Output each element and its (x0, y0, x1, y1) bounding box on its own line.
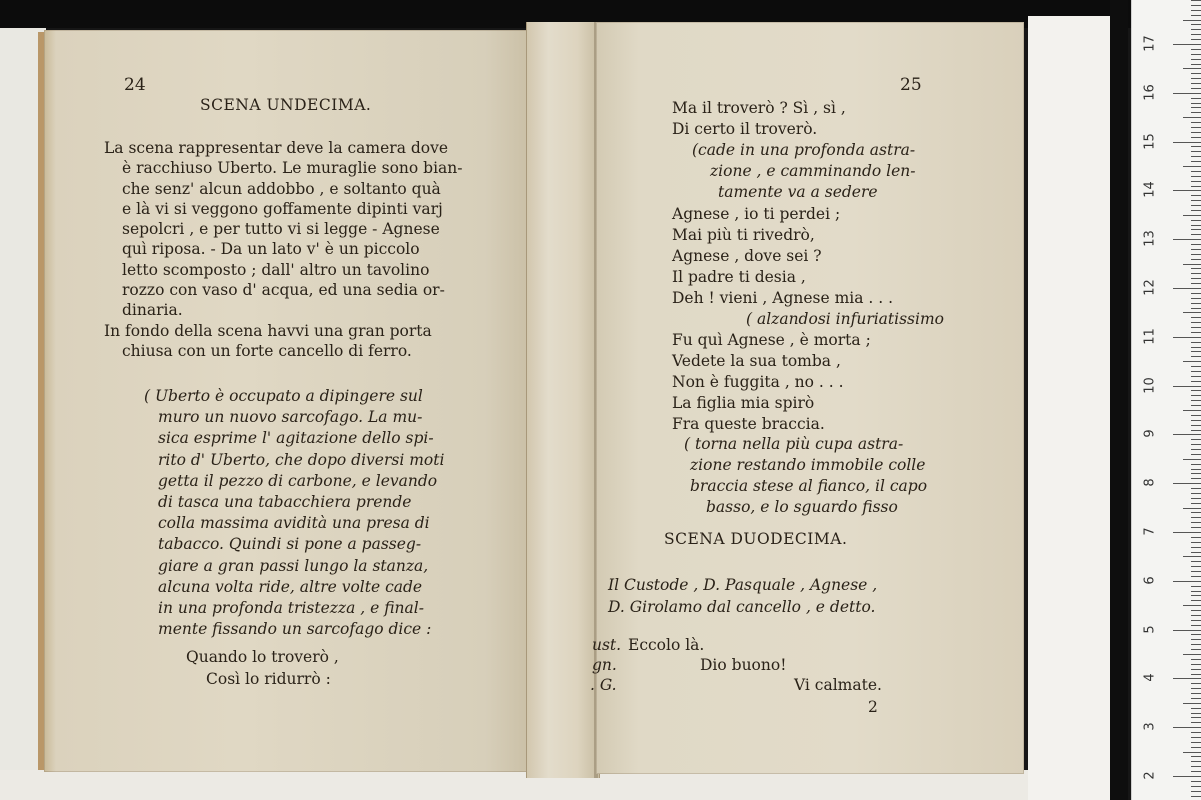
ruler-tick (1191, 34, 1201, 35)
ruler-tick (1191, 83, 1201, 84)
verse-block-b (672, 204, 893, 309)
ruler-tick (1183, 215, 1201, 216)
ruler-tick (1191, 146, 1201, 147)
ruler-tick (1191, 634, 1201, 635)
ruler-tick (1173, 93, 1201, 94)
direction-block-b: ( alzandosi infuriatissimo (746, 310, 945, 328)
ruler-tick (1191, 107, 1201, 108)
direction-line: ( Uberto è occupato a dipingere sul (144, 387, 423, 405)
ruler-tick (1191, 356, 1201, 357)
ruler-number: 4 (1142, 673, 1158, 683)
ruler-tick (1191, 576, 1201, 577)
ruler-tick (1173, 142, 1201, 143)
ruler-tick (1191, 683, 1201, 684)
right-page-number: 25 (900, 75, 922, 95)
ruler-tick (1191, 39, 1201, 40)
direction-line: ( torna nella più cupa astra- (684, 435, 904, 453)
ruler-tick (1183, 117, 1201, 118)
ruler-tick (1191, 0, 1201, 1)
signature-mark: 2 (868, 698, 878, 716)
ruler-tick (1173, 483, 1201, 484)
ruler-tick (1191, 586, 1201, 587)
ruler-tick (1191, 327, 1201, 328)
right-page-heading: SCENA DUODECIMA. (664, 530, 848, 548)
ruler-tick (1191, 54, 1201, 55)
ruler-number: 16 (1142, 84, 1158, 101)
ruler-tick (1191, 722, 1201, 723)
ruler-tick (1191, 210, 1201, 211)
ruler-tick (1191, 737, 1201, 738)
ruler-tick (1191, 308, 1201, 309)
direction-line: getta il pezzo di carbone, e levando (158, 471, 438, 490)
ruler-tick (1191, 98, 1201, 99)
ruler-tick (1191, 24, 1201, 25)
description-line: chiusa con un forte cancello di ferro. (122, 341, 412, 360)
description-line: dinaria. (122, 301, 183, 320)
ruler-tick (1191, 664, 1201, 665)
dialogue-line: Vi calmate. (794, 676, 882, 694)
ruler-tick (1191, 122, 1201, 123)
backing-board (1028, 16, 1114, 800)
ruler-tick (1191, 127, 1201, 128)
verse-block-a (672, 98, 846, 140)
ruler-tick (1191, 298, 1201, 299)
ruler-tick (1191, 478, 1201, 479)
ruler-tick (1173, 44, 1201, 45)
verse-line: Fu quì Agnese , è morta ; (672, 331, 871, 349)
ruler-tick (1191, 249, 1201, 250)
direction-line: (cade in una profonda astra- (692, 141, 916, 159)
ruler-tick (1191, 332, 1201, 333)
ruler-tick (1191, 351, 1201, 352)
direction-line: zione , e camminando len- (710, 162, 916, 180)
ruler-tick (1191, 254, 1201, 255)
direction-block-c (684, 434, 927, 518)
ruler-tick (1191, 151, 1201, 152)
verse-line: Di certo il troverò. (672, 120, 818, 138)
ruler-tick (1173, 434, 1201, 435)
ruler-tick (1191, 73, 1201, 74)
ruler-tick (1183, 508, 1201, 509)
ruler-tick (1191, 537, 1201, 538)
ruler-tick (1173, 532, 1201, 533)
ruler-tick (1183, 459, 1201, 460)
ruler-tick (1191, 693, 1201, 694)
verse-line: Vedete la sua tomba , (672, 352, 841, 370)
ruler-tick (1183, 703, 1201, 704)
ruler-tick (1173, 239, 1201, 240)
ruler-tick (1191, 742, 1201, 743)
ruler-tick (1191, 488, 1201, 489)
stage-direction (144, 386, 444, 640)
ruler-tick (1191, 161, 1201, 162)
ruler-tick (1191, 688, 1201, 689)
ruler-number: 9 (1142, 429, 1158, 439)
ruler-tick (1183, 752, 1201, 753)
ruler-tick (1191, 59, 1201, 60)
right-page (590, 22, 1024, 774)
ruler-tick (1173, 190, 1201, 191)
ruler-tick (1191, 561, 1201, 562)
ruler-tick (1191, 649, 1201, 650)
description-line: è racchiuso Uberto. Le muraglie sono bian- (122, 159, 463, 178)
verse-line: La figlia mia spirò (672, 394, 815, 412)
ruler-tick (1191, 186, 1201, 187)
ruler-tick (1191, 342, 1201, 343)
description-line: e là vi si veggono goffamente dipinti varj (122, 199, 443, 218)
ruler-tick (1191, 464, 1201, 465)
ruler-tick (1191, 639, 1201, 640)
ruler-tick (1191, 317, 1201, 318)
ruler-number: 5 (1142, 624, 1158, 634)
ruler-tick (1183, 68, 1201, 69)
ruler-tick (1191, 229, 1201, 230)
direction-line: rito d' Uberto, che dopo diversi moti (158, 450, 445, 469)
ruler-tick (1183, 312, 1201, 313)
dialogue-line: Dio buono! (700, 656, 787, 674)
ruler-tick (1173, 581, 1201, 582)
ruler-tick (1191, 517, 1201, 518)
ruler-tick (1191, 273, 1201, 274)
ruler-tick (1191, 625, 1201, 626)
ruler-tick (1191, 444, 1201, 445)
ruler-tick (1173, 337, 1201, 338)
description-line: letto scomposto ; dall' altro un tavolino (122, 260, 430, 279)
left-verse (186, 646, 339, 690)
ruler-number: 17 (1142, 35, 1158, 52)
verse-block-c (672, 330, 871, 435)
ruler-tick (1191, 708, 1201, 709)
ruler-tick (1191, 547, 1201, 548)
ruler-tick (1191, 503, 1201, 504)
ruler-number: 2 (1142, 771, 1158, 780)
left-page-heading: SCENA UNDECIMA. (200, 96, 372, 114)
ruler-tick (1191, 469, 1201, 470)
ruler-tick (1191, 591, 1201, 592)
ruler-tick (1191, 390, 1201, 391)
direction-block-a (692, 140, 916, 203)
ruler-tick (1191, 156, 1201, 157)
verse-line: Agnese , io ti perdei ; (672, 205, 841, 223)
ruler-tick (1183, 264, 1201, 265)
ruler-tick (1191, 283, 1201, 284)
direction-line: giare a gran passi lungo la stanza, (158, 556, 429, 575)
ruler-tick (1191, 347, 1201, 348)
ruler-tick (1191, 420, 1201, 421)
ruler-tick (1191, 234, 1201, 235)
ruler-number: 8 (1142, 478, 1158, 487)
verse-line: Così lo ridurrò : (206, 670, 331, 688)
ruler-tick (1191, 781, 1201, 782)
ruler-tick (1191, 756, 1201, 757)
description-line: quì riposa. - Da un lato v' è un piccolo (122, 240, 420, 259)
ruler-tick (1191, 220, 1201, 221)
ruler-tick (1191, 171, 1201, 172)
ruler-number: 14 (1142, 181, 1158, 199)
ruler-tick (1191, 137, 1201, 138)
left-page (44, 30, 534, 772)
dark-divider (1110, 0, 1128, 800)
ruler-tick (1183, 20, 1201, 21)
ruler-tick (1191, 64, 1201, 65)
ruler-tick (1191, 268, 1201, 269)
ruler-tick (1191, 761, 1201, 762)
ruler-tick (1183, 605, 1201, 606)
ruler-number: 10 (1142, 376, 1158, 394)
verse-line: Quando lo troverò , (186, 648, 339, 666)
ruler-tick (1191, 512, 1201, 513)
direction-line: alcuna volta ride, altre volte cade (158, 577, 423, 596)
verse-line: Fra queste braccia. (672, 415, 825, 433)
ruler-number: 3 (1142, 722, 1158, 731)
ruler-tick (1191, 473, 1201, 474)
direction-line: zione restando immobile colle (690, 456, 926, 474)
ruler-tick (1191, 395, 1201, 396)
ruler-tick (1191, 415, 1201, 416)
ruler-tick (1191, 244, 1201, 245)
ruler-tick (1191, 659, 1201, 660)
direction-line: in una profonda tristezza , e final- (158, 599, 424, 618)
ruler-tick (1191, 376, 1201, 377)
direction-line: tamente va a sedere (718, 183, 878, 201)
ruler-tick (1183, 410, 1201, 411)
ruler-tick (1183, 654, 1201, 655)
ruler-tick (1191, 225, 1201, 226)
direction-line: sica esprime l' agitazione dello spi- (158, 429, 434, 448)
ruler-tick (1191, 205, 1201, 206)
direction-line: braccia stese al fianco, il capo (690, 477, 928, 495)
ruler-tick (1191, 771, 1201, 772)
character-list (608, 574, 877, 618)
character-line: D. Girolamo dal cancello , e detto. (608, 598, 876, 616)
dialogue-line: Eccolo là. (628, 636, 705, 654)
ruler-tick (1191, 181, 1201, 182)
ruler-tick (1191, 732, 1201, 733)
ruler-tick (1191, 132, 1201, 133)
verse-line: Il padre ti desia , (672, 268, 806, 286)
verse-line: Mai più ti rivedrò, (672, 226, 815, 244)
description-line: La scena rappresentar deve la camera dove (104, 139, 449, 157)
speaker-agnese: gn. (592, 656, 617, 674)
ruler-tick (1191, 610, 1201, 611)
ruler-tick (1191, 796, 1201, 797)
ruler-tick (1191, 620, 1201, 621)
description-line: sepolcri , e per tutto vi si legge - Agnese (122, 220, 440, 239)
ruler-number: 12 (1142, 279, 1158, 296)
ruler-tick (1191, 293, 1201, 294)
ruler-tick (1173, 776, 1201, 777)
ruler-tick (1191, 195, 1201, 196)
ruler-tick (1191, 278, 1201, 279)
ruler-tick (1191, 405, 1201, 406)
direction-line: mente fissando un sarcofago dice : (158, 620, 432, 639)
ruler-tick (1191, 103, 1201, 104)
ruler-tick (1191, 88, 1201, 89)
direction-line: di tasca una tabacchiera prende (158, 493, 412, 512)
ruler-tick (1173, 678, 1201, 679)
direction-line: muro un nuovo sarcofago. La mu- (158, 408, 423, 427)
verse-line: Ma il troverò ? Sì , sì , (672, 99, 846, 117)
character-line: Il Custode , D. Pasquale , Agnese , (608, 576, 878, 594)
ruler-tick (1191, 371, 1201, 372)
description-line: rozzo con vaso d' acqua, ed una sedia or- (122, 281, 445, 300)
verse-line: Deh ! vieni , Agnese mia . . . (672, 289, 894, 307)
ruler-tick (1191, 674, 1201, 675)
ruler-tick (1191, 49, 1201, 50)
ruler-tick (1191, 669, 1201, 670)
direction-line: basso, e lo sguardo fisso (706, 498, 898, 516)
ruler-tick (1173, 630, 1201, 631)
measuring-ruler (1131, 0, 1201, 800)
book-spine-strip (526, 22, 600, 778)
direction-line: tabacco. Quindi si pone a passeg- (158, 535, 422, 554)
ruler-number: 15 (1142, 132, 1158, 150)
ruler-tick (1191, 552, 1201, 553)
ruler-tick (1191, 698, 1201, 699)
ruler-tick (1191, 78, 1201, 79)
description-line: In fondo della scena havvi una gran porta (104, 321, 432, 340)
speaker-custode: ust. (592, 636, 622, 654)
ruler-number: 7 (1142, 527, 1158, 536)
ruler-tick (1191, 303, 1201, 304)
ruler-tick (1191, 600, 1201, 601)
ruler-tick (1191, 644, 1201, 645)
ruler-tick (1191, 527, 1201, 528)
ruler-tick (1191, 786, 1201, 787)
verse-line: Agnese , dove sei ? (672, 247, 822, 265)
direction-line: colla massima avidità una presa di (158, 514, 430, 533)
ruler-tick (1191, 200, 1201, 201)
ruler-tick (1191, 454, 1201, 455)
ruler-number: 6 (1142, 576, 1158, 585)
ruler-tick (1173, 727, 1201, 728)
ruler-tick (1191, 381, 1201, 382)
ruler-tick (1191, 791, 1201, 792)
ruler-tick (1191, 449, 1201, 450)
ruler-tick (1191, 566, 1201, 567)
ruler-tick (1191, 717, 1201, 718)
ruler-tick (1183, 361, 1201, 362)
left-page-number: 24 (124, 75, 146, 95)
speaker-girolamo: . G. (590, 676, 617, 694)
ruler-tick (1191, 15, 1201, 16)
ruler-tick (1191, 713, 1201, 714)
ruler-tick (1191, 112, 1201, 113)
ruler-tick (1173, 288, 1201, 289)
ruler-tick (1191, 259, 1201, 260)
ruler-tick (1191, 766, 1201, 767)
ruler-tick (1191, 571, 1201, 572)
ruler-tick (1191, 5, 1201, 6)
verse-line: Non è fuggita , no . . . (672, 373, 844, 391)
scene-description (104, 138, 463, 361)
ruler-number: 11 (1142, 328, 1158, 345)
ruler-tick (1191, 493, 1201, 494)
ruler-tick (1191, 425, 1201, 426)
ruler-tick (1191, 439, 1201, 440)
ruler-tick (1173, 386, 1201, 387)
ruler-tick (1191, 176, 1201, 177)
ruler-tick (1191, 10, 1201, 11)
ruler-tick (1191, 615, 1201, 616)
ruler-tick (1191, 522, 1201, 523)
ruler-tick (1191, 747, 1201, 748)
ruler-tick (1191, 595, 1201, 596)
ruler-number: 13 (1142, 230, 1158, 247)
ruler-tick (1183, 166, 1201, 167)
ruler-tick (1191, 29, 1201, 30)
ruler-tick (1191, 542, 1201, 543)
ruler-tick (1191, 322, 1201, 323)
ruler-tick (1191, 400, 1201, 401)
ruler-tick (1191, 366, 1201, 367)
ruler-tick (1191, 498, 1201, 499)
description-line: che senz' alcun addobbo , e soltanto quà (122, 179, 441, 198)
ruler-tick (1191, 430, 1201, 431)
ruler-tick (1183, 556, 1201, 557)
